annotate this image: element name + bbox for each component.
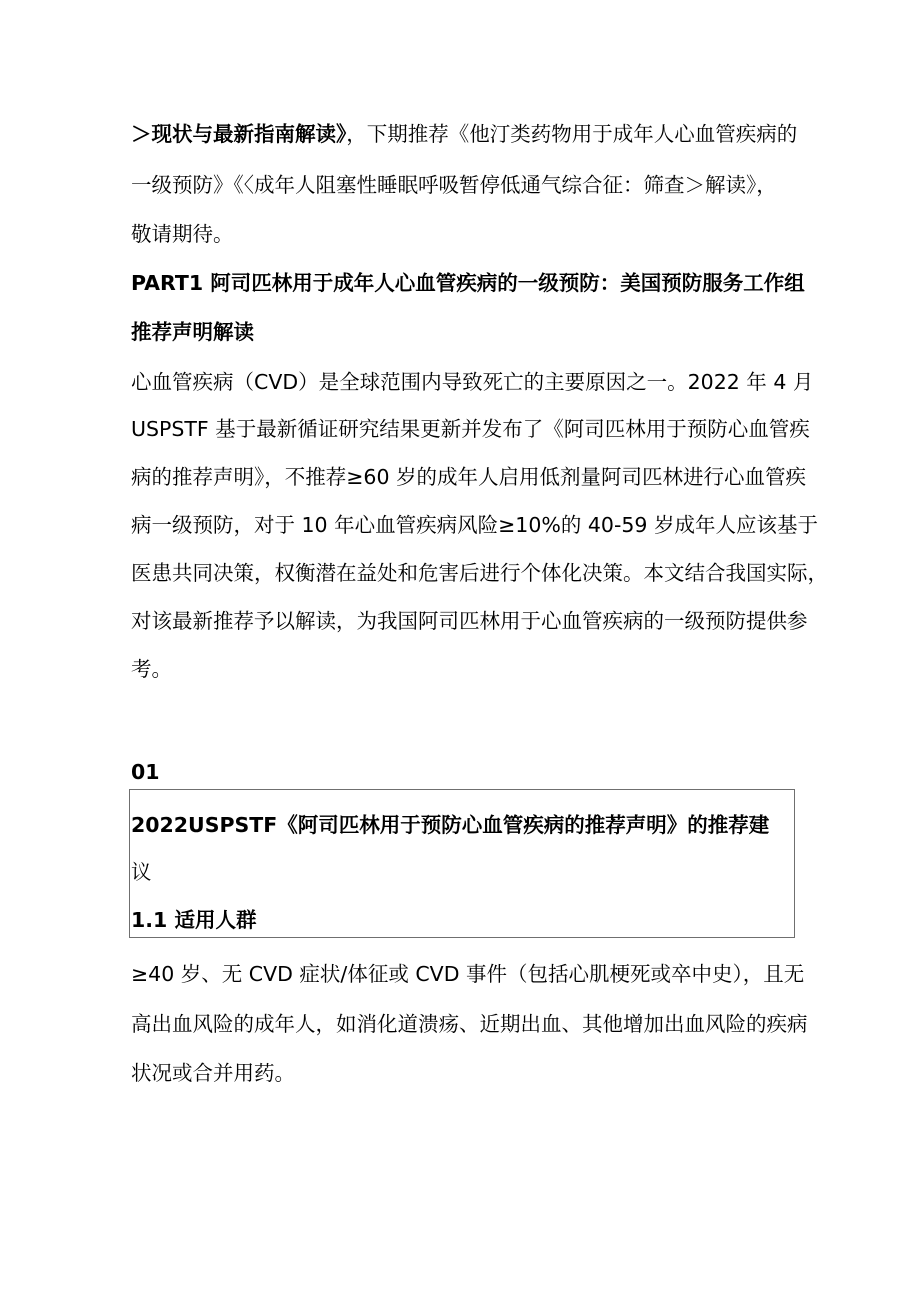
part1-body-line: 病的推荐声明》，不推荐≥60 岁的成年人启用低剂量阿司匹林进行心血管疾 (131, 465, 807, 489)
part1-heading-line-2: 推荐声明解读 (131, 320, 254, 344)
part1-body-line: 考。 (131, 657, 172, 681)
section-title-line-2: 议 (131, 860, 152, 884)
intro-line-1 (131, 120, 797, 148)
intro-line-3: 敬请期待。 (131, 222, 234, 246)
intro-line-2: 一级预防》《〈成年人阻塞性睡眠呼吸暂停低通气综合征：筛查＞解读》， (131, 173, 777, 197)
part1-body-line: 心血管疾病（CVD）是全球范围内导致死亡的主要原因之一。2022 年 4 月 (131, 370, 814, 394)
part1-body-line: 对该最新推荐予以解读，为我国阿司匹林用于心血管疾病的一级预防提供参 (131, 609, 808, 633)
section-body-line: 高出血风险的成年人，如消化道溃疡、近期出血、其他增加出血风险的疾病 (131, 1012, 808, 1036)
part1-body-line: 病一级预防，对于 10 年心血管疾病风险≥10%的 40-59 岁成年人应该基于 (131, 513, 818, 537)
section-body-line: 状况或合并用药。 (131, 1061, 295, 1085)
section-body-line: ≥40 岁、无 CVD 症状/体征或 CVD 事件（包括心肌梗死或卒中史），且无 (131, 962, 805, 986)
intro-bold-title: ＞现状与最新指南解读》 (131, 122, 347, 146)
part1-body-line: 医患共同决策，权衡潜在益处和危害后进行个体化决策。本文结合我国实际， (131, 561, 828, 585)
section-title-line-1: 2022USPSTF《阿司匹林用于预防心血管疾病的推荐声明》的推荐建 (131, 813, 770, 837)
part1-heading-line-1: PART1 阿司匹林用于成年人心血管疾病的一级预防：美国预防服务工作组 (131, 271, 805, 295)
sub-heading-applicable-population: 1.1 适用人群 (131, 908, 257, 932)
part1-body-line: USPSTF 基于最新循证研究结果更新并发布了《阿司匹林用于预防心血管疾 (131, 417, 810, 441)
intro-line-1-rest: ，下期推荐《他汀类药物用于成年人心血管疾病的 (346, 122, 798, 146)
section-number: 01 (131, 760, 160, 784)
